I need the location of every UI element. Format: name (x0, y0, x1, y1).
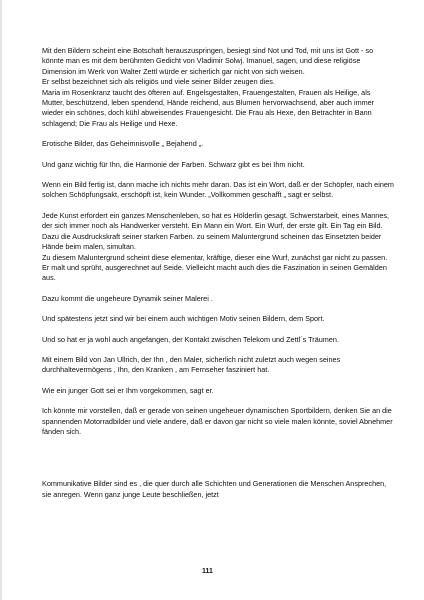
paragraph-10: Und spätestens jetzt sind wir bei einem auch wichtigen Motiv seinen Bildern, dem Sport. (42, 314, 325, 324)
paragraph-13: Wie ein junger Gott sei er Ihm vorgekommen, sagt er. (42, 385, 214, 395)
paragraph-11: Und so hat er ja wohl auch angefangen, der Kontakt zwischen Telekom und Zettl´s Träumen. (42, 334, 339, 344)
page-number: 111 (202, 568, 213, 575)
paragraph-7: Jede Kunst erfordert ein ganzes Menschenleben, so hat es Hölderlin gesagt. Schwerstarbeit, eines Mannes, der sich immer noch als Handwerker versteht. Ein Mann ein Wort. Ein Wurf, der erste gilt. Ein Tag ein Bild. Dazu die Ausdruckskraft seiner starken Farben. zu seinem Maluntergrund scheinen das Einsetzten beider Hände beim malen, simultan. (42, 210, 389, 252)
paragraph-1: Mit den Bildern scheint eine Botschaft herauszuspringen, besiegt sind Not und Tod, mit uns ist Gott - so könnte man es mit dem berühmten Gedicht von Vladimir Solwj. Imanuel, sagen, und diese religiöse Dimension im Werk von Walter Zettl würde er sicherlich gar nicht von sich weisen. (42, 46, 374, 76)
paragraph-12: Mit einem Bild von Jan Ullrich, der Ihn , den Maler, sicherlich nicht zuletzt auch wegen seines durchhaltevermögens , Ihn, den Kranken , am Fernseher fasziniert hat. (42, 354, 341, 375)
paragraph-4: Erotische Bilder, das Geheimnisvolle „ Bejahend „. (42, 139, 204, 149)
text-column (42, 46, 394, 500)
paragraph-3: Maria im Rosenkranz taucht des öfteren auf. Engelsgestalten, Frauengestalten, Frauen als Heilige, als Mutter, beschützend, leben spendend, Hände reichend, aus Blumen hervorwachsend, aber auch immer wieder ein schönes, doch kühl abweisendes Frauengesicht. Die Frau als Hexe, den Betrachter in Bann schlagend; Die Frau als Heilige und Hexe. (42, 87, 375, 128)
paragraph-2: Er selbst bezeichnet sich als religiös und viele seiner Bilder zeugen dies. (42, 77, 275, 87)
paragraph-6: Wenn ein Bild fertig ist, dann mache ich nichts mehr daran. Das ist ein Wort, daß er der Schöpfer, nach einem solchen Schöpfungsakt, erschöpft ist, kein Wunder. „Vollkommen geschafft „ sagt er selbst. (42, 180, 394, 200)
paragraph-14: Ich könnte mir vorstellen, daß er gerade von seinen ungeheuer dynamischen Sportbildern, denken Sie an die spannenden Motorradbilder und viele andere, daß er davon gar nicht so viele malen könnte, soviel Abnehmer fänden sich. (42, 406, 393, 436)
paragraph-9: Dazu kommt die ungeheure Dynamik seiner Malerei . (42, 293, 213, 303)
paragraph-15: Kommunikative Bilder sind es , die quer durch alle Schichten und Generationen die Menschen Ansprechen, sie anregen. Wenn ganz junge Leute beschließen, jetzt (42, 479, 387, 499)
paragraph-8: Zu diesem Maluntergrund scheint diese elementar, kräftige, dieser eine Wurf, zunächst gar nicht zu passen. Er malt und sprüht, ausgerechnet auf Seide. Vielleicht macht auch dies die Faszination in seinen Gemälden aus. (42, 252, 388, 283)
paragraph-5: Und ganz wichtig für Ihn, die Harmonie der Farben. Schwarz gibt es bei Ihm nicht. (42, 159, 305, 169)
